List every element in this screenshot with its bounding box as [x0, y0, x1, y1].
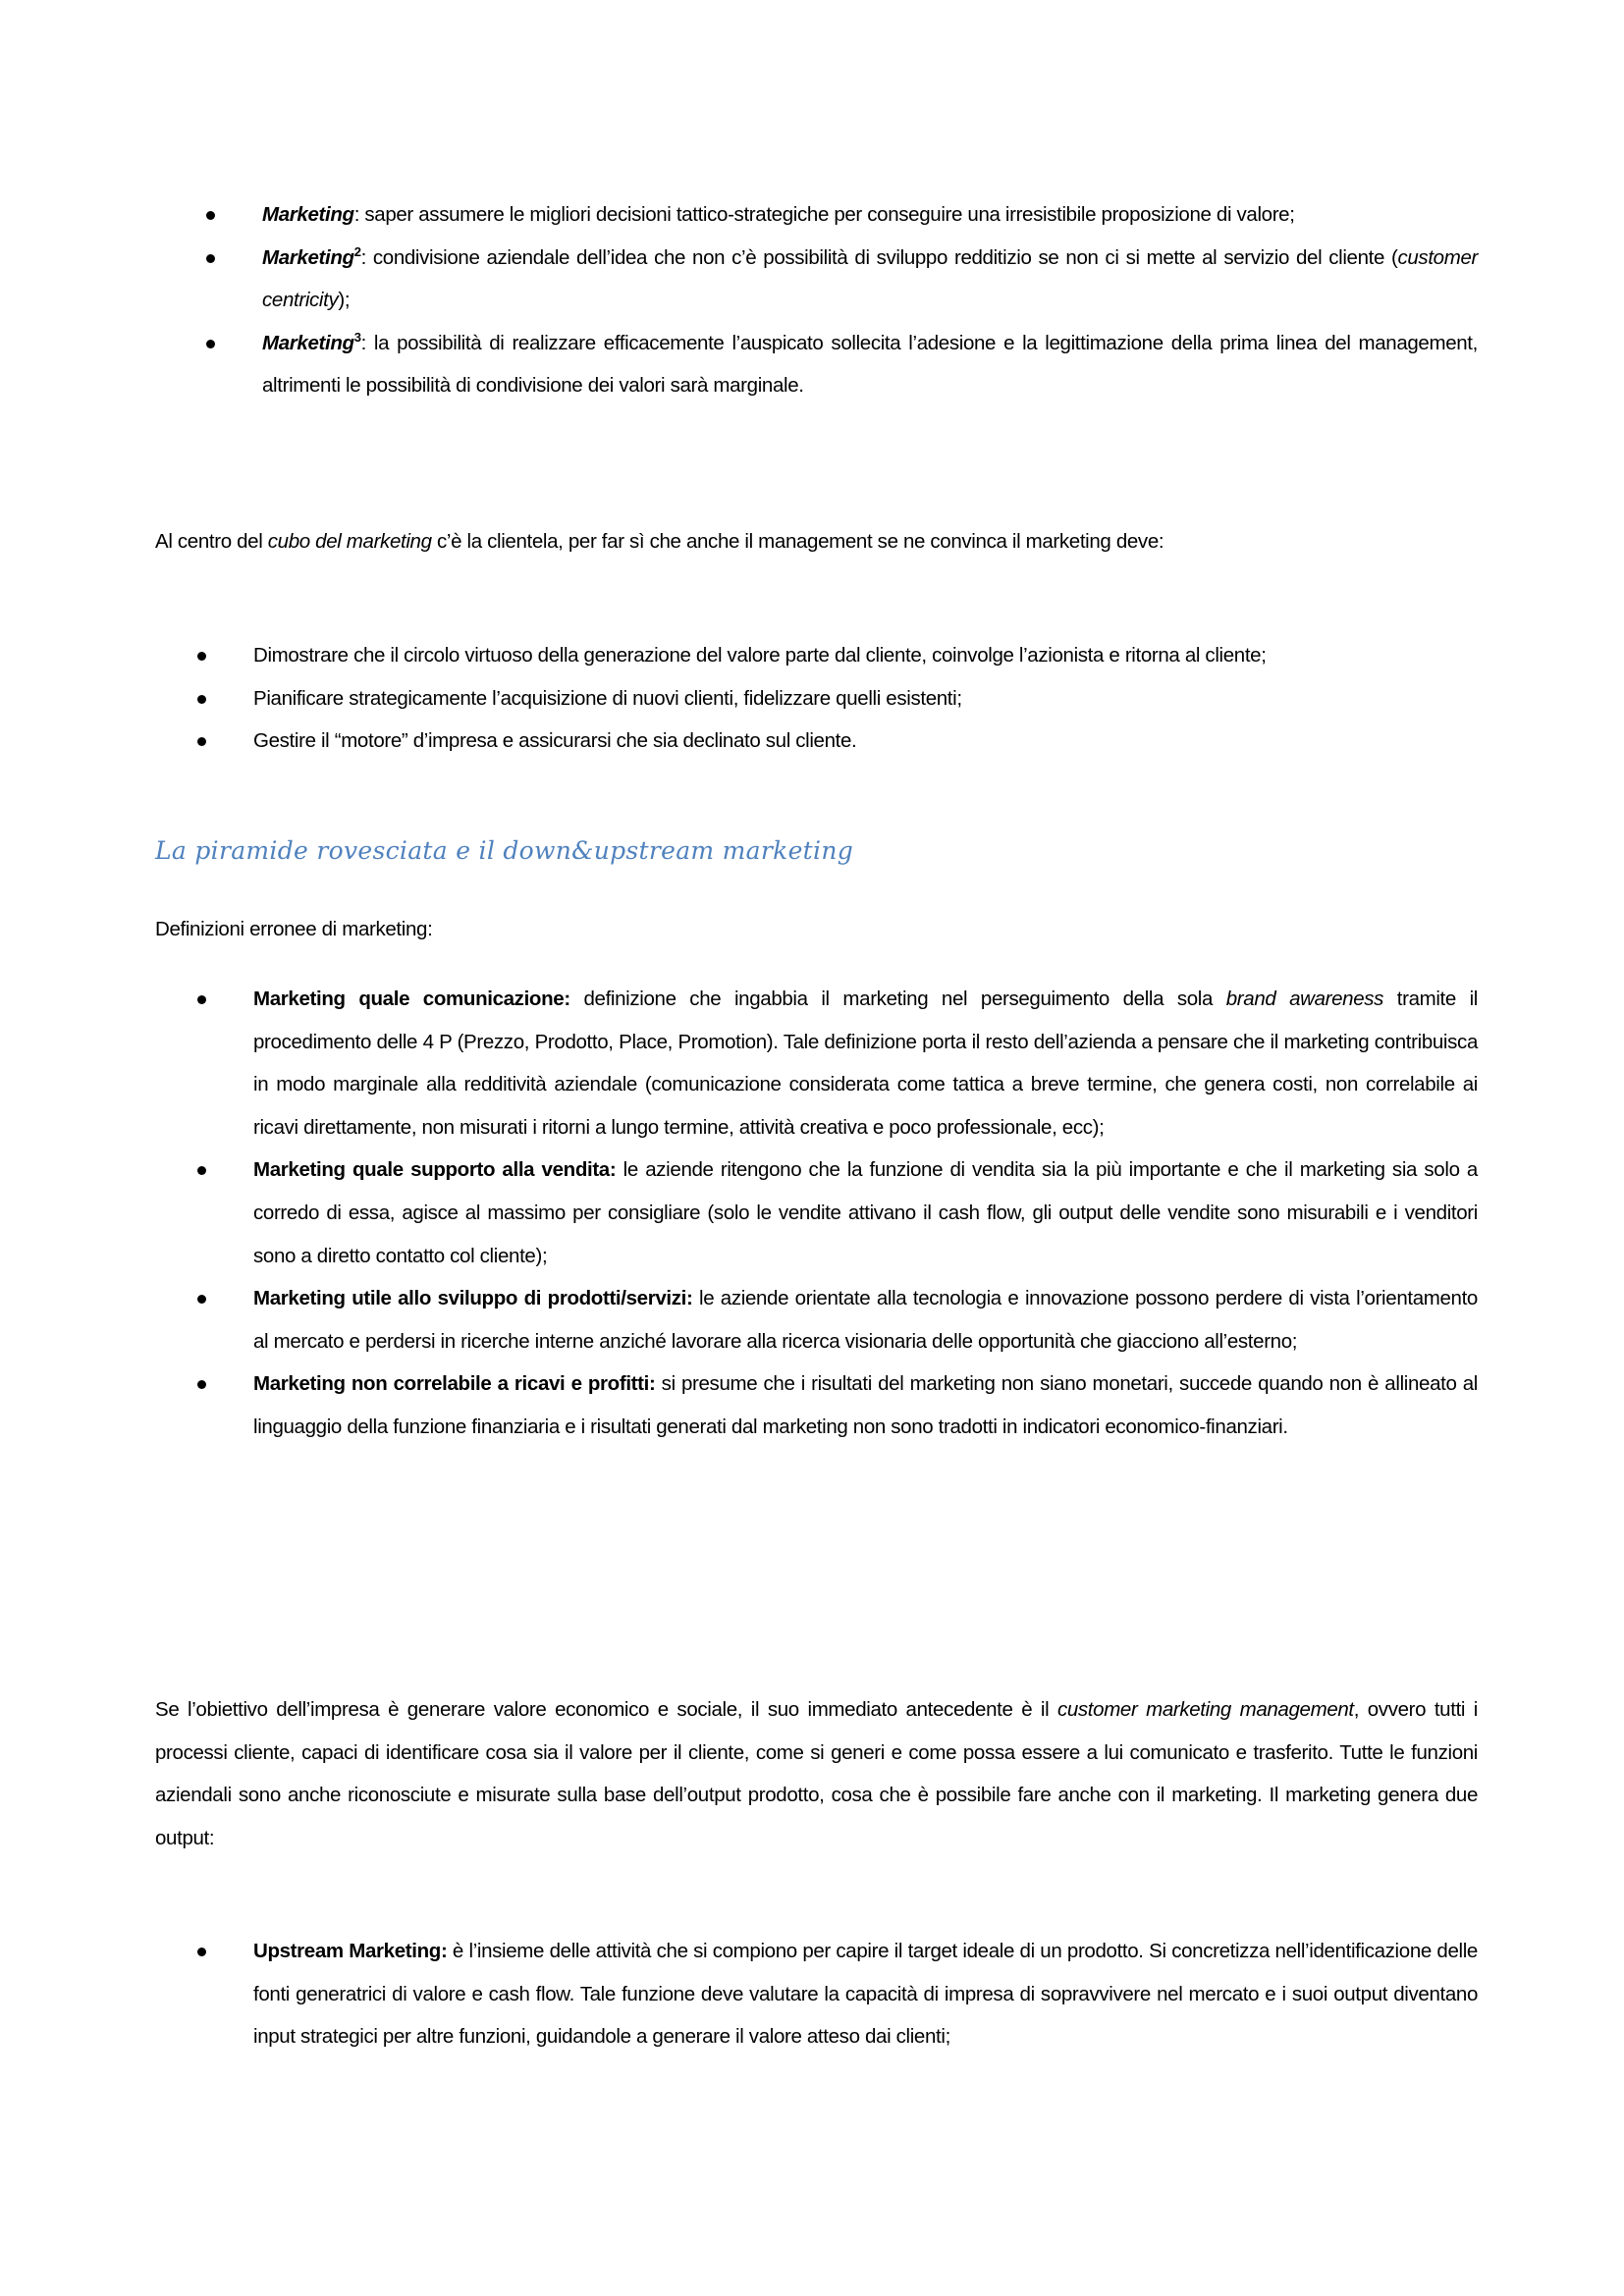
bullet-icon	[206, 211, 215, 220]
item-text: le aziende ritengono che la funzione di vendita sia la più importante e che il marketing sia solo a corredo di essa, agisce al massimo per consigliare (solo le vendite attivano il cash flow, gli output delle vendite sono misurabili e i venditori sono a diretto contatto col cliente);	[253, 1158, 1478, 1267]
list-item	[253, 1362, 1478, 1448]
item-text: : saper assumere le migliori decisioni tattico-strategiche per conseguire una irresistibile proposizione di valore;	[353, 203, 1295, 226]
list-item	[253, 634, 1478, 677]
term: Marketing	[262, 203, 354, 226]
item-italic: customer centricity	[262, 245, 1478, 312]
item-italic: brand awareness	[1225, 988, 1384, 1010]
list-item	[253, 1148, 1478, 1277]
text: Al centro del	[155, 530, 268, 553]
superscript: 3	[353, 329, 361, 345]
marketing-must-list	[253, 634, 1478, 763]
paragraph	[155, 1688, 1478, 1859]
item-text: Dimostrare che il circolo virtuoso della generazione del valore parte dal cliente, coinvolge l’azionista e ritorna al cliente;	[253, 644, 1267, 667]
bullet-icon	[197, 1948, 206, 1956]
paragraph	[155, 520, 1478, 563]
text: , ovvero tutti i processi cliente, capaci di identificare cosa sia il valore per il cliente, come si generi e come possa essere a lui comunicato e trasferito. Tutte le funzioni aziendali sono anche riconosciute e misurate sulla base dell’output prodotto, cosa che è possibile fare anche con il marketing. Il marketing genera due output:	[155, 1698, 1478, 1849]
section-heading: La piramide rovesciata e il down&upstream marketing	[155, 836, 854, 865]
bullet-icon	[197, 1380, 206, 1389]
term: Marketing	[262, 245, 354, 269]
text: c’è la clientela, per far sì che anche il management se ne convinca il marketing deve:	[431, 530, 1164, 553]
bullet-icon	[197, 1166, 206, 1175]
item-text: è l’insieme delle attività che si compiono per capire il target ideale di un prodotto. Si concretizza nell’identificazione delle fonti generatrici di valore e cash flow. Tale funzione deve valutare la capacità di impresa di sopravvivere nel mercato e i suoi output diventano input strategici per altre funzioni, guidandole a generare il valore atteso dai clienti;	[253, 1940, 1478, 2049]
marketing-levels-list	[262, 193, 1478, 407]
item-text: le aziende orientate alla tecnologia e innovazione possono perdere di vista l’orientamento al mercato e perdersi in ricerche interne anziché lavorare alla ricerca visionaria delle opportunità che giacciono all’esterno;	[253, 1287, 1478, 1353]
wrong-definitions-list	[253, 978, 1478, 1449]
term: Marketing	[262, 331, 354, 354]
bullet-icon	[197, 995, 206, 1004]
bullet-icon	[206, 254, 215, 263]
outputs-list	[253, 1930, 1478, 2058]
superscript: 2	[353, 243, 361, 259]
list-item	[253, 720, 1478, 763]
list-item	[253, 1930, 1478, 2058]
list-item	[253, 1277, 1478, 1362]
item-text: tramite il procedimento delle 4 P (Prezzo, Prodotto, Place, Promotion). Tale definizione porta il resto dell’azienda a pensare che il marketing contribuisca in modo marginale alla redditività aziendale (comunicazione considerata come tattica a breve termine, che genera costi, non correlabile ai ricavi direttamente, non misurati i ritorni a lungo termine, attività creativa e poco professionale, ecc);	[253, 988, 1479, 1139]
item-text: : condivisione aziendale dell’idea che non c’è possibilità di sviluppo redditizio se non ci si mette al servizio del cliente (	[360, 245, 1398, 269]
bullet-icon	[197, 737, 206, 746]
item-text: );	[338, 289, 351, 312]
list-item	[253, 677, 1478, 721]
item-title: Marketing utile allo sviluppo di prodotti/servizi:	[253, 1287, 693, 1310]
item-text: Pianificare strategicamente l’acquisizione di nuovi clienti, fidelizzare quelli esistenti;	[253, 686, 962, 710]
bullet-icon	[206, 340, 215, 348]
paragraph: Definizioni erronee di marketing:	[155, 918, 433, 940]
item-title: Upstream Marketing:	[253, 1940, 448, 1962]
item-title: Marketing quale supporto alla vendita:	[253, 1158, 617, 1182]
bullet-icon	[197, 1295, 206, 1304]
item-title: Marketing non correlabile a ricavi e profitti:	[253, 1372, 656, 1396]
item-text: Gestire il “motore” d’impresa e assicurarsi che sia declinato sul cliente.	[253, 729, 857, 753]
italic-text: cubo del marketing	[267, 530, 432, 553]
list-item	[262, 322, 1478, 407]
item-text: definizione che ingabbia il marketing nel perseguimento della sola	[569, 988, 1226, 1010]
list-item	[262, 193, 1478, 237]
italic-text: customer marketing management	[1056, 1698, 1354, 1721]
list-item	[253, 978, 1478, 1148]
item-title: Marketing quale comunicazione:	[253, 988, 570, 1010]
item-text: si presume che i risultati del marketing non siano monetari, succede quando non è allineato al linguaggio della funzione finanziaria e i risultati generati dal marketing non sono tradotti in indicatori economico-finanziari.	[253, 1372, 1478, 1438]
bullet-icon	[197, 695, 206, 704]
text: Se l’obiettivo dell’impresa è generare valore economico e sociale, il suo immediato antecedente è il	[155, 1698, 1057, 1721]
list-item	[262, 237, 1478, 322]
bullet-icon	[197, 652, 206, 661]
item-text: : la possibilità di realizzare efficacemente l’auspicato sollecita l’adesione e la legittimazione della prima linea del management, altrimenti le possibilità di condivisione dei valori sarà marginale.	[262, 331, 1478, 398]
